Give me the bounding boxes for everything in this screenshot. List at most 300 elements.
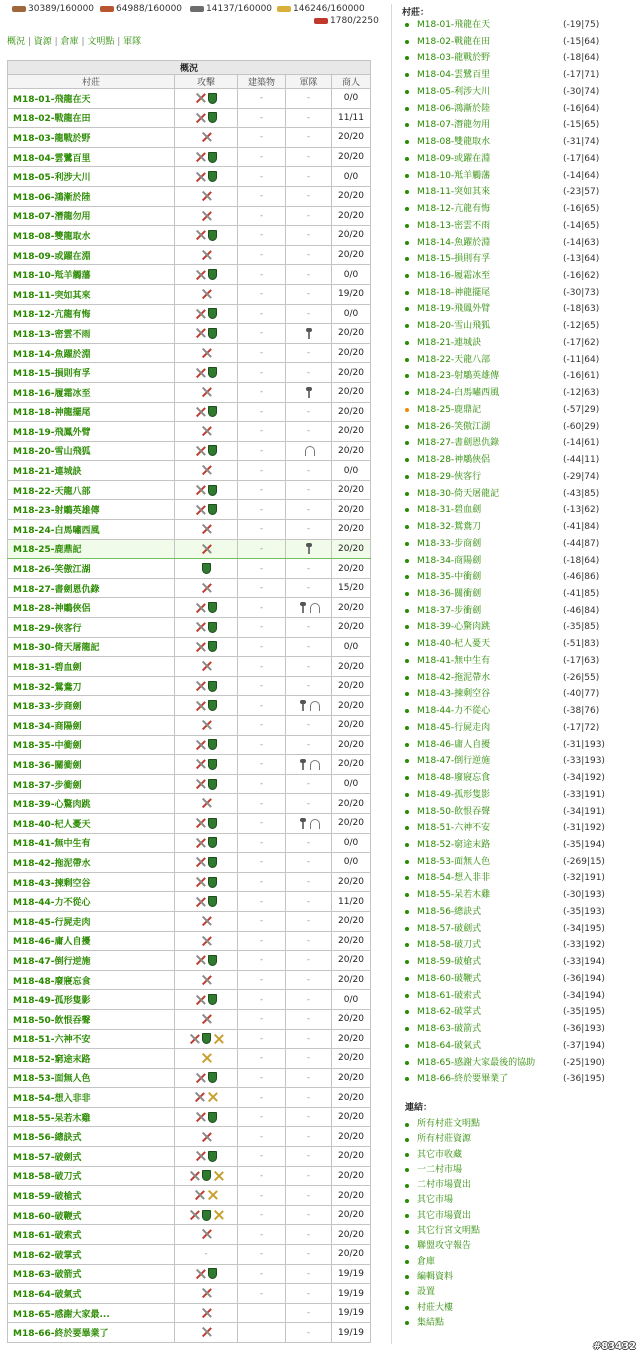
nav-link[interactable]: 概況 <box>7 37 26 47</box>
village-name-link[interactable]: M18-60-破鞭式 <box>8 1205 175 1225</box>
horse-icon[interactable] <box>309 818 319 829</box>
swords-icon[interactable] <box>195 93 206 103</box>
shield-icon[interactable] <box>208 1151 217 1162</box>
village-link[interactable]: M18-36-關衝劍 <box>417 588 482 599</box>
village-link[interactable]: M18-54-想入非非 <box>417 873 491 884</box>
list-item[interactable] <box>405 251 637 268</box>
village-link[interactable]: M18-52-窮途末路 <box>417 839 491 850</box>
village-link[interactable]: M18-30-倚天屠龍記 <box>417 488 500 499</box>
shield-icon[interactable] <box>208 112 217 123</box>
shield-icon[interactable] <box>208 230 217 241</box>
swords-icon[interactable] <box>195 368 206 378</box>
village-name-link[interactable]: M18-10-羝羊觸藩 <box>8 265 175 285</box>
list-item[interactable] <box>405 352 637 369</box>
swords-icon[interactable] <box>195 1269 206 1279</box>
village-name-link[interactable]: M18-19-飛鳳外臂 <box>8 422 175 442</box>
list-item[interactable] <box>405 1071 637 1088</box>
list-item[interactable] <box>405 720 637 737</box>
header-village[interactable]: 村莊 <box>8 75 175 89</box>
swords-icon[interactable] <box>195 759 206 769</box>
village-link[interactable]: M18-09-或躍在淵 <box>417 153 491 164</box>
shield-icon[interactable] <box>202 1170 211 1181</box>
village-name-link[interactable]: M18-51-六神不安 <box>8 1029 175 1049</box>
list-item[interactable] <box>405 603 637 620</box>
quick-link[interactable]: 編輯資料 <box>417 1271 454 1282</box>
swords-icon[interactable] <box>201 426 212 436</box>
swords-icon[interactable] <box>201 1327 212 1337</box>
village-name-link[interactable]: M18-36-關衝劍 <box>8 755 175 775</box>
village-name-link[interactable]: M18-63-破箭式 <box>8 1264 175 1284</box>
axe-icon[interactable] <box>299 759 307 770</box>
village-name-link[interactable]: M18-18-神龍擺尾 <box>8 402 175 422</box>
swords-icon[interactable] <box>195 740 206 750</box>
village-name-link[interactable]: M18-33-步商劍 <box>8 696 175 716</box>
quick-link[interactable]: 其它市場賣出 <box>417 1210 472 1221</box>
shield-icon[interactable] <box>208 877 217 888</box>
list-item[interactable] <box>405 586 637 603</box>
village-link[interactable]: M18-28-神鵰俠侶 <box>417 455 491 466</box>
list-item[interactable] <box>405 904 637 921</box>
list-item[interactable] <box>405 753 637 770</box>
village-name-link[interactable]: M18-52-窮途末路 <box>8 1049 175 1069</box>
village-name-link[interactable]: M18-08-雙龍取水 <box>8 226 175 246</box>
list-item[interactable] <box>405 34 637 51</box>
gold-swords-icon[interactable] <box>213 1171 224 1181</box>
village-link[interactable]: M18-06-鴻漸於陸 <box>417 103 491 114</box>
village-link[interactable]: M18-62-破掌式 <box>417 1007 482 1018</box>
village-name-link[interactable]: M18-01-飛龍在天 <box>8 89 175 109</box>
village-link[interactable]: M18-04-雲鷺百里 <box>417 70 491 81</box>
village-name-link[interactable]: M18-53-面無人色 <box>8 1068 175 1088</box>
shield-icon[interactable] <box>208 367 217 378</box>
village-name-link[interactable]: M18-48-廢寢忘食 <box>8 970 175 990</box>
list-item[interactable] <box>405 737 637 754</box>
quick-link[interactable]: 所有村莊資源 <box>417 1134 472 1145</box>
shield-icon[interactable] <box>208 602 217 613</box>
swords-icon[interactable] <box>195 328 206 338</box>
shield-icon[interactable] <box>208 308 217 319</box>
village-name-link[interactable]: M18-43-揀剩空谷 <box>8 872 175 892</box>
header-troops[interactable]: 軍隊 <box>286 75 332 89</box>
village-link[interactable]: M18-10-羝羊觸藩 <box>417 170 491 181</box>
village-link[interactable]: M18-42-拖泥帶水 <box>417 672 491 683</box>
shield-icon[interactable] <box>208 504 217 515</box>
village-name-link[interactable]: M18-59-破槍式 <box>8 1186 175 1206</box>
swords-icon[interactable] <box>195 485 206 495</box>
list-item[interactable] <box>405 820 637 837</box>
shield-icon[interactable] <box>202 563 211 574</box>
axe-icon[interactable] <box>299 700 307 711</box>
horse-icon[interactable] <box>304 445 314 456</box>
village-link[interactable]: M18-56-總訣式 <box>417 906 482 917</box>
quick-link[interactable]: 其它市收藏 <box>417 1149 463 1160</box>
village-link[interactable]: M18-12-亢龍有悔 <box>417 204 491 215</box>
swords-icon[interactable] <box>194 1190 205 1200</box>
village-name-link[interactable]: M18-47-倒行逆施 <box>8 951 175 971</box>
village-link[interactable]: M18-66-終於要畢業了 <box>417 1074 509 1085</box>
list-item[interactable] <box>405 870 637 887</box>
list-item[interactable] <box>405 770 637 787</box>
shield-icon[interactable] <box>208 93 217 104</box>
swords-icon[interactable] <box>201 583 212 593</box>
village-name-link[interactable]: M18-30-倚天屠龍記 <box>8 637 175 657</box>
village-link[interactable]: M18-43-揀剩空谷 <box>417 689 491 700</box>
village-name-link[interactable]: M18-14-魚躍於淵 <box>8 343 175 363</box>
swords-icon[interactable] <box>201 544 212 554</box>
village-link[interactable]: M18-40-杞人憂天 <box>417 639 491 650</box>
village-name-link[interactable]: M18-46-庸人自擾 <box>8 931 175 951</box>
swords-icon[interactable] <box>195 270 206 280</box>
village-name-link[interactable]: M18-61-破索式 <box>8 1225 175 1245</box>
list-item[interactable] <box>405 84 637 101</box>
shield-icon[interactable] <box>208 759 217 770</box>
village-name-link[interactable]: M18-13-密雲不雨 <box>8 324 175 344</box>
village-name-link[interactable]: M18-44-力不從心 <box>8 892 175 912</box>
swords-icon[interactable] <box>195 505 206 515</box>
header-attack[interactable]: 攻擊 <box>175 75 238 89</box>
list-item[interactable] <box>405 419 637 436</box>
swords-icon[interactable] <box>195 818 206 828</box>
village-name-link[interactable]: M18-16-履霜冰至 <box>8 382 175 402</box>
list-item[interactable] <box>405 285 637 302</box>
village-link[interactable]: M18-64-破氣式 <box>417 1040 482 1051</box>
village-link[interactable]: M18-47-倒行逆施 <box>417 756 491 767</box>
village-link[interactable]: M18-26-笑傲江湖 <box>417 421 491 432</box>
village-name-link[interactable]: M18-29-俠客行 <box>8 618 175 638</box>
village-name-link[interactable]: M18-26-笑傲江湖 <box>8 559 175 579</box>
village-link[interactable]: M18-35-中衝劍 <box>417 572 482 583</box>
list-item[interactable] <box>405 134 637 151</box>
list-item[interactable] <box>405 854 637 871</box>
swords-icon[interactable] <box>201 661 212 671</box>
village-name-link[interactable]: M18-12-亢龍有悔 <box>8 304 175 324</box>
quick-link[interactable]: 其它行宮文明點 <box>417 1226 481 1237</box>
swords-icon[interactable] <box>201 1132 212 1142</box>
village-name-link[interactable]: M18-34-商陽劍 <box>8 716 175 736</box>
swords-icon[interactable] <box>201 191 212 201</box>
list-item[interactable] <box>405 921 637 938</box>
village-name-link[interactable]: M18-56-總訣式 <box>8 1127 175 1147</box>
village-name-link[interactable]: M18-64-破氣式 <box>8 1284 175 1304</box>
swords-icon[interactable] <box>195 681 206 691</box>
horse-icon[interactable] <box>309 602 319 613</box>
village-link[interactable]: M18-45-行屍走肉 <box>417 722 491 733</box>
quick-link[interactable]: 村莊大樓 <box>417 1302 454 1313</box>
village-link[interactable]: M18-11-突如其來 <box>417 187 491 198</box>
swords-icon[interactable] <box>195 603 206 613</box>
village-link[interactable]: M18-05-利涉大川 <box>417 86 491 97</box>
axe-icon[interactable] <box>305 328 313 339</box>
shield-icon[interactable] <box>208 994 217 1005</box>
quick-link[interactable]: 其它市場 <box>417 1195 454 1206</box>
village-link[interactable]: M18-08-雙龍取水 <box>417 137 491 148</box>
gold-swords-icon[interactable] <box>201 1053 212 1063</box>
swords-icon[interactable] <box>201 975 212 985</box>
quick-link[interactable]: 設置 <box>417 1287 436 1298</box>
village-link[interactable]: M18-25-鹿鼎記 <box>417 404 482 415</box>
village-link[interactable]: M18-48-廢寢忘食 <box>417 773 491 784</box>
list-item[interactable] <box>405 837 637 854</box>
axe-icon[interactable] <box>299 602 307 613</box>
village-name-link[interactable]: M18-49-孤形隻影 <box>8 990 175 1010</box>
swords-icon[interactable] <box>195 1112 206 1122</box>
quick-link[interactable]: 一二村市場 <box>417 1164 463 1175</box>
list-item[interactable] <box>405 636 637 653</box>
swords-icon[interactable] <box>195 857 206 867</box>
shield-icon[interactable] <box>208 622 217 633</box>
list-item[interactable] <box>405 335 637 352</box>
list-item[interactable] <box>405 117 637 134</box>
list-item[interactable] <box>405 17 637 34</box>
swords-icon[interactable] <box>195 113 206 123</box>
village-name-link[interactable]: M18-07-潛龍勿用 <box>8 206 175 226</box>
quick-link[interactable]: 所有村莊文明點 <box>417 1119 481 1129</box>
village-link[interactable]: M18-53-面無人色 <box>417 856 491 867</box>
swords-icon[interactable] <box>195 642 206 652</box>
shield-icon[interactable] <box>208 818 217 829</box>
hammer-icon[interactable] <box>251 1327 261 1338</box>
village-name-link[interactable]: M18-11-突如其來 <box>8 284 175 304</box>
list-item[interactable] <box>405 1038 637 1055</box>
village-link[interactable]: M18-01-飛龍在天 <box>417 20 491 30</box>
axe-icon[interactable] <box>299 818 307 829</box>
header-buildings[interactable]: 建築物 <box>238 75 286 89</box>
shield-icon[interactable] <box>208 445 217 456</box>
village-link[interactable]: M18-37-步衝劍 <box>417 605 482 616</box>
list-item[interactable] <box>405 101 637 118</box>
swords-icon[interactable] <box>189 1210 200 1220</box>
village-link[interactable]: M18-65-感謝大家最後的協助 <box>417 1057 536 1068</box>
village-name-link[interactable]: M18-35-中衝劍 <box>8 735 175 755</box>
list-item[interactable] <box>405 218 637 235</box>
swords-icon[interactable] <box>201 1308 212 1318</box>
village-name-link[interactable]: M18-57-破劍式 <box>8 1147 175 1167</box>
swords-icon[interactable] <box>195 309 206 319</box>
village-name-link[interactable]: M18-06-鴻漸於陸 <box>8 186 175 206</box>
village-name-link[interactable]: M18-41-無中生有 <box>8 833 175 853</box>
village-link[interactable]: M18-46-庸人自擾 <box>417 739 491 750</box>
village-link[interactable]: M18-60-破鞭式 <box>417 973 482 984</box>
list-item[interactable] <box>405 184 637 201</box>
village-link[interactable]: M18-18-神龍擺尾 <box>417 287 491 298</box>
list-item[interactable] <box>405 486 637 503</box>
swords-icon[interactable] <box>189 1034 200 1044</box>
village-link[interactable]: M18-51-六神不安 <box>417 823 491 834</box>
quick-link[interactable]: 集結點 <box>417 1317 445 1328</box>
list-item[interactable] <box>405 469 637 486</box>
shield-icon[interactable] <box>208 641 217 652</box>
shield-icon[interactable] <box>208 896 217 907</box>
list-item[interactable] <box>405 452 637 469</box>
swords-icon[interactable] <box>201 132 212 142</box>
shield-icon[interactable] <box>208 681 217 692</box>
shield-icon[interactable] <box>208 328 217 339</box>
village-name-link[interactable]: M18-50-飲恨吞聲 <box>8 1009 175 1029</box>
village-link[interactable]: M18-58-破刀式 <box>417 940 482 951</box>
village-link[interactable]: M18-32-鴛鴦刀 <box>417 522 482 533</box>
village-link[interactable]: M18-22-天龍八部 <box>417 354 491 365</box>
village-link[interactable]: M18-02-戰龍在田 <box>417 36 491 47</box>
village-link[interactable]: M18-31-碧血劍 <box>417 505 482 516</box>
swords-icon[interactable] <box>195 1151 206 1161</box>
quick-link[interactable]: 倉庫 <box>417 1256 436 1267</box>
swords-icon[interactable] <box>195 407 206 417</box>
list-item[interactable] <box>405 435 637 452</box>
village-name-link[interactable]: M18-54-想入非非 <box>8 1088 175 1108</box>
list-item[interactable] <box>405 804 637 821</box>
shield-icon[interactable] <box>208 171 217 182</box>
list-item[interactable] <box>405 703 637 720</box>
list-item[interactable] <box>405 686 637 703</box>
swords-icon[interactable] <box>195 897 206 907</box>
list-item[interactable] <box>405 50 637 67</box>
shield-icon[interactable] <box>208 739 217 750</box>
list-item[interactable] <box>405 1055 637 1072</box>
village-name-link[interactable]: M18-28-神鵰俠侶 <box>8 598 175 618</box>
swords-icon[interactable] <box>195 995 206 1005</box>
list-item[interactable] <box>405 402 637 419</box>
village-link[interactable]: M18-50-飲恨吞聲 <box>417 806 491 817</box>
swords-icon[interactable] <box>201 936 212 946</box>
village-name-link[interactable]: M18-42-拖泥帶水 <box>8 853 175 873</box>
swords-icon[interactable] <box>201 1229 212 1239</box>
shield-icon[interactable] <box>208 1268 217 1279</box>
village-link[interactable]: M18-34-商陽劍 <box>417 555 482 566</box>
village-link[interactable]: M18-57-破劍式 <box>417 923 482 934</box>
list-item[interactable] <box>405 1021 637 1038</box>
list-item[interactable] <box>405 670 637 687</box>
list-item[interactable] <box>405 268 637 285</box>
list-item[interactable] <box>405 954 637 971</box>
nav-link[interactable]: 倉庫 <box>60 37 79 47</box>
shield-icon[interactable] <box>208 1112 217 1123</box>
shield-icon[interactable] <box>208 779 217 790</box>
shield-icon[interactable] <box>208 406 217 417</box>
village-link[interactable]: M18-61-破索式 <box>417 990 482 1001</box>
list-item[interactable] <box>405 887 637 904</box>
list-item[interactable] <box>405 1004 637 1021</box>
village-name-link[interactable]: M18-04-雲鷺百里 <box>8 147 175 167</box>
quick-link[interactable]: 聯盟攻守報告 <box>417 1241 472 1252</box>
swords-icon[interactable] <box>195 838 206 848</box>
swords-icon[interactable] <box>201 720 212 730</box>
village-link[interactable]: M18-44-力不從心 <box>417 706 491 717</box>
list-item[interactable] <box>405 151 637 168</box>
swords-icon[interactable] <box>201 387 212 397</box>
village-name-link[interactable]: M18-62-破掌式 <box>8 1245 175 1265</box>
village-name-link[interactable]: M18-55-呆若木雞 <box>8 1107 175 1127</box>
swords-icon[interactable] <box>195 152 206 162</box>
village-name-link[interactable]: M18-24-白馬嘯西風 <box>8 520 175 540</box>
village-link[interactable]: M18-33-步商劍 <box>417 538 482 549</box>
hammer-icon[interactable] <box>263 1308 273 1319</box>
list-item[interactable] <box>405 787 637 804</box>
swords-icon[interactable] <box>195 1073 206 1083</box>
village-link[interactable]: M18-63-破箭式 <box>417 1024 482 1035</box>
swords-icon[interactable] <box>201 1288 212 1298</box>
list-item[interactable] <box>405 519 637 536</box>
shield-icon[interactable] <box>208 700 217 711</box>
quick-link[interactable]: 二村市場賣出 <box>417 1180 472 1191</box>
village-name-link[interactable]: M18-15-損則有孚 <box>8 363 175 383</box>
village-name-link[interactable]: M18-03-龍戰於野 <box>8 128 175 148</box>
nav-link[interactable]: 文明點 <box>87 37 115 47</box>
village-link[interactable]: M18-55-呆若木雞 <box>417 890 491 901</box>
village-link[interactable]: M18-16-履霜冰至 <box>417 271 491 282</box>
list-item[interactable] <box>405 937 637 954</box>
shield-icon[interactable] <box>208 955 217 966</box>
horse-icon[interactable] <box>309 700 319 711</box>
swords-icon[interactable] <box>201 211 212 221</box>
list-item[interactable] <box>405 971 637 988</box>
header-merchants[interactable]: 商人 <box>332 75 371 89</box>
axe-icon[interactable] <box>305 387 313 398</box>
axe-icon[interactable] <box>305 543 313 554</box>
swords-icon[interactable] <box>195 877 206 887</box>
village-link[interactable]: M18-13-密雲不雨 <box>417 220 491 231</box>
shield-icon[interactable] <box>208 269 217 280</box>
list-item[interactable] <box>405 385 637 402</box>
shield-icon[interactable] <box>208 152 217 163</box>
list-item[interactable] <box>405 553 637 570</box>
horse-icon[interactable] <box>309 759 319 770</box>
swords-icon[interactable] <box>201 524 212 534</box>
village-name-link[interactable]: M18-37-步衝劍 <box>8 774 175 794</box>
list-item[interactable] <box>405 67 637 84</box>
shield-icon[interactable] <box>202 1210 211 1221</box>
swords-icon[interactable] <box>201 916 212 926</box>
village-name-link[interactable]: M18-05-利涉大川 <box>8 167 175 187</box>
village-link[interactable]: M18-07-潛龍勿用 <box>417 120 491 131</box>
village-name-link[interactable]: M18-31-碧血劍 <box>8 657 175 677</box>
village-name-link[interactable]: M18-21-連城訣 <box>8 461 175 481</box>
list-item[interactable] <box>405 502 637 519</box>
swords-icon[interactable] <box>195 622 206 632</box>
swords-icon[interactable] <box>201 798 212 808</box>
village-link[interactable]: M18-41-無中生有 <box>417 655 491 666</box>
village-name-link[interactable]: M18-20-雪山飛狐 <box>8 441 175 461</box>
nav-link[interactable]: 軍隊 <box>123 37 142 47</box>
village-link[interactable]: M18-39-心驚肉跳 <box>417 622 491 633</box>
swords-icon[interactable] <box>201 348 212 358</box>
village-name-link[interactable]: M18-65-感謝大家最... <box>8 1303 175 1323</box>
swords-icon[interactable] <box>194 1092 205 1102</box>
swords-icon[interactable] <box>195 446 206 456</box>
village-link[interactable]: M18-27-書劍恩仇錄 <box>417 438 500 449</box>
gold-swords-icon[interactable] <box>213 1034 224 1044</box>
swords-icon[interactable] <box>201 289 212 299</box>
gold-swords-icon[interactable] <box>207 1190 218 1200</box>
swords-icon[interactable] <box>195 955 206 965</box>
swords-icon[interactable] <box>201 465 212 475</box>
village-name-link[interactable]: M18-66-終於要畢業了 <box>8 1323 175 1343</box>
list-item[interactable] <box>405 301 637 318</box>
list-item[interactable] <box>405 168 637 185</box>
list-item[interactable] <box>405 536 637 553</box>
shield-icon[interactable] <box>208 1072 217 1083</box>
village-name-link[interactable]: M18-27-書劍恩仇錄 <box>8 578 175 598</box>
swords-icon[interactable] <box>201 250 212 260</box>
village-name-link[interactable]: M18-02-戰龍在田 <box>8 108 175 128</box>
gold-swords-icon[interactable] <box>207 1092 218 1102</box>
list-item[interactable] <box>405 988 637 1005</box>
shield-icon[interactable] <box>208 485 217 496</box>
shield-icon[interactable] <box>208 837 217 848</box>
village-link[interactable]: M18-15-損則有孚 <box>417 254 491 265</box>
gold-swords-icon[interactable] <box>213 1210 224 1220</box>
village-name-link[interactable]: M18-25-鹿鼎記 <box>8 539 175 559</box>
village-name-link[interactable]: M18-09-或躍在淵 <box>8 245 175 265</box>
